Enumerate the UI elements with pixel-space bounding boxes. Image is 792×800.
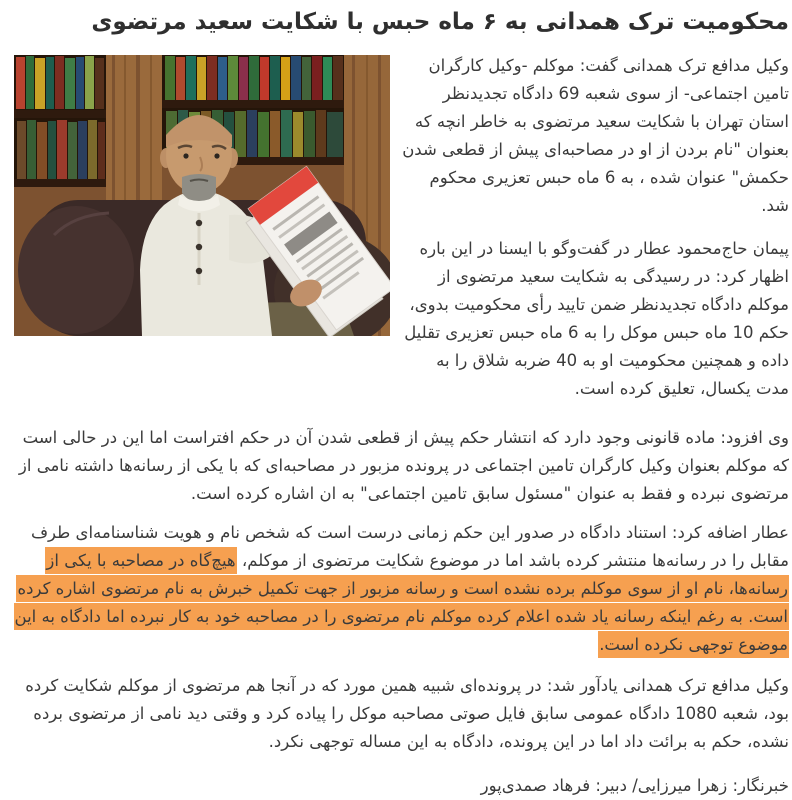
paragraph-5: وکیل مدافع ترک همدانی یادآور شد: در پرونده‌ای شبیه همین مورد که در آنجا هم مرتضوی از موکلم شکایت کرده بود، شعبه 1080 دادگاه عمومی سابق فایل صوتی مصاحبه موکل را پیاده کرد و وقتی دید نامی از مرتضوی برده نشده، حکم به برائت داد اما در این پرونده، دادگاه به این مساله توجهی نکرد. — [25, 676, 789, 751]
bookshelf-left — [14, 55, 106, 187]
paragraph-3: وی افزود: ماده قانونی وجود دارد که انتشار حکم پیش از قطعی شدن آن در حکم افتراست اما این در حالی است که موکلم بعنوان وکیل کارگران تامین اجتماعی در پرونده مزبور در مصاحبه‌ای که با یکی از رسانه‌ها داشته نامی از مرتضوی نبرده و فقط به عنوان "مسئول سابق تامین اجتماعی" به ان اشاره کرده است. — [18, 428, 789, 503]
man-holding-documents-illustration — [14, 55, 390, 336]
article-photo — [14, 55, 390, 336]
paragraph-lead: وکیل مدافع ترک همدانی گفت: موکلم -وکیل کارگران تامین اجتماعی- از سوی شعبه 69 دادگاه تجدیدنظر استان تهران با شکایت سعید مرتضوی به خاطر انچه که بعنوان "نام بردن از او در مصاحبه‌ای پیش از قطعی شدن حکمش" عنوان شده ، به 6 ماه حبس تعزیری محکوم شد. — [402, 56, 789, 215]
article-headline: محکومیت ترک همدانی به ۶ ماه حبس با شکایت سعید مرتضوی — [91, 9, 789, 35]
byline: خبرنگار: زهرا میرزایی/ دبیر: فرهاد صمدی‌پور — [480, 776, 789, 795]
text-column-beside-photo — [400, 52, 789, 418]
paragraph-4 — [6, 519, 789, 659]
paragraph-4-normal: عطار اضافه کرد: استناد دادگاه در صدور این حکم زمانی درست است که شخص نام و هویت شناسنامه‌ای طرف مقابل را در رسانه‌ها منتشر کرده باشد اما در موضوع شکایت مرتضوی از موکلم، — [30, 523, 789, 570]
highlighted-text: هیچ‌گاه در مصاحبه با یکی از رسانه‌ها، نام او از سوی موکلم برده نشده است و رسانه مزبور از جهت تکمیل خبرش به نام مرتضوی اشاره کرده است. به رغم اینکه رسانه یاد شده اعلام کرده موکلم نام مرتضوی را در مصاحبه خود به کار نبرده اما دادگاه به این موضوع توجهی نکرده است. — [14, 547, 789, 658]
article-lower-section — [6, 424, 789, 800]
paragraph-2: پیمان حاج‌محمود عطار در گفت‌وگو با ایسنا در این باره اظهار کرد: در رسیدگی به شکایت سعید مرتضوی از موکلم دادگاه تجدیدنظر ضمن تایید رأی محکومیت بدوی، حکم 10 ماه حبس موکل را به 6 ماه حبس تعزیری تقلیل داده و همچنین محکومیت او به 40 ضربه شلاق را به مدت یکسال، تعلیق کرده است. — [404, 239, 789, 398]
